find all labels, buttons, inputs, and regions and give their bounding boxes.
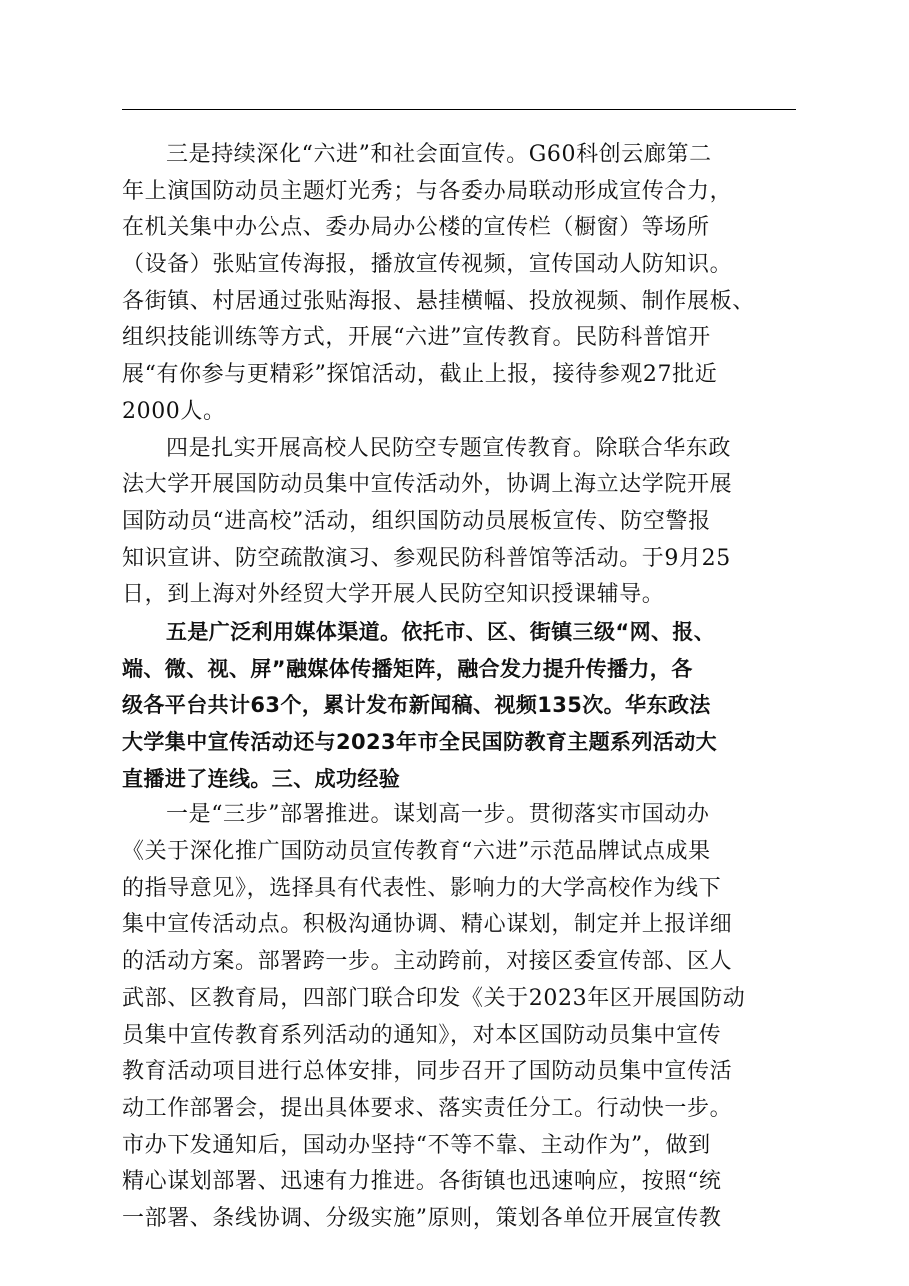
text-line: 《关于深化推广国防动员宣传教育“六进”示范品牌试点成果 xyxy=(122,839,711,865)
text-line: 武部、区教育局，四部门联合印发《关于2023年区开展国防动 xyxy=(122,985,746,1011)
text-line: 四是扎实开展高校人民防空专题宣传教育。除联合华东政 xyxy=(166,435,732,461)
text-line: 日，到上海对外经贸大学开展人民防空知识授课辅导。 xyxy=(122,582,665,608)
text-line: （设备）张贴宣传海报，播放宣传视频，宣传国动人防知识。 xyxy=(122,252,733,278)
text-line: 一部署、条线协调、分级实施”原则，策划各单位开展宣传教 xyxy=(122,1205,722,1231)
text-line: 动工作部署会，提出具体要求、落实责任分工。行动快一步。 xyxy=(122,1095,733,1121)
text-line: 五是广泛利用媒体渠道。依托市、区、街镇三级“网、报、 xyxy=(166,619,716,644)
text-line: 各街镇、村居通过张贴海报、悬挂横幅、投放视频、制作展板、 xyxy=(122,288,755,314)
text-line: 2000人。 xyxy=(122,398,226,424)
text-line: 组织技能训练等方式，开展“六进”宣传教育。民防科普馆开 xyxy=(122,325,711,351)
paragraph-p4 xyxy=(122,797,796,1237)
body-text xyxy=(122,137,796,1238)
text-line: 教育活动项目进行总体安排，同步召开了国防动员集中宣传活 xyxy=(122,1059,733,1085)
text-line: 级各平台共计63个，累计发布新闻稿、视频135次。华东政法 xyxy=(122,693,711,718)
text-line: 集中宣传活动点。积极沟通协调、精心谋划，制定并上报详细 xyxy=(122,912,733,938)
text-line: 的活动方案。部署跨一步。主动跨前，对接区委宣传部、区人 xyxy=(122,949,733,975)
text-line: 市办下发通知后，国动办坚持“不等不靠、主动作为”，做到 xyxy=(122,1132,711,1158)
text-line: 国防动员“进高校”活动，组织国防动员展板宣传、防空警报 xyxy=(122,508,711,534)
paragraph-p2 xyxy=(122,431,796,614)
text-line: 知识宣讲、防空疏散演习、参观民防科普馆等活动。于9月25 xyxy=(122,545,731,571)
text-line: 法大学开展国防动员集中宣传活动外，协调上海立达学院开展 xyxy=(122,472,733,498)
text-line: 大学集中宣传活动还与2023年市全民国防教育主题系列活动大 xyxy=(122,730,718,754)
text-line: 精心谋划部署、迅速有力推进。各街镇也迅速响应，按照“统 xyxy=(122,1169,722,1195)
text-line: 在机关集中办公点、委办局办公楼的宣传栏（橱窗）等场所 xyxy=(122,215,710,241)
text-line: 展“有你参与更精彩”探馆活动，截止上报，接待参观27批近 xyxy=(122,362,718,388)
text-line: 直播进了连线。三、成功经验 xyxy=(122,766,401,791)
paragraph-p1 xyxy=(122,137,796,431)
text-line: 一是“三步”部署推进。谋划高一步。贯彻落实市国动办 xyxy=(166,802,710,828)
paragraph-p3 xyxy=(122,614,796,797)
text-line: 员集中宣传教育系列活动的通知》，对本区国防动员集中宣传 xyxy=(122,1022,722,1048)
text-line: 三是持续深化“六进”和社会面宣传。G60科创云廊第二 xyxy=(166,142,712,167)
header-rule xyxy=(122,109,796,110)
text-line: 年上演国防动员主题灯光秀；与各委办局联动形成宣传合力， xyxy=(122,178,733,204)
text-line: 端、微、视、屏”融媒体传播矩阵，融合发力提升传播力，各 xyxy=(122,656,693,681)
text-line: 的指导意见》，选择具有代表性、影响力的大学高校作为线下 xyxy=(122,875,722,901)
